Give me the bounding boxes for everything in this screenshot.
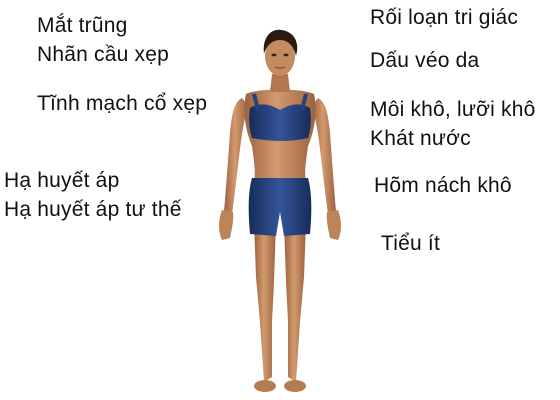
label-sunken-eyes: Mắt trũng [37, 14, 128, 37]
left-hand [219, 210, 233, 240]
label-flat-neck-veins: Tĩnh mạch cổ xẹp [37, 92, 208, 115]
label-collapsed-eyeballs: Nhãn cầu xẹp [37, 43, 169, 66]
feet [254, 380, 306, 392]
neck [270, 74, 290, 92]
label-thirst: Khát nước [370, 127, 471, 150]
body-figure [180, 22, 380, 400]
label-orthostatic-hypotension: Hạ huyết áp tư thế [4, 198, 182, 221]
head [264, 30, 297, 76]
right-hand [327, 210, 341, 240]
shorts [249, 178, 312, 236]
label-altered-consciousness: Rối loạn tri giác [370, 6, 519, 29]
label-dry-lips-tongue: Môi khô, lưỡi khô [370, 98, 536, 121]
label-oliguria: Tiểu ít [381, 232, 440, 255]
eye-icon [272, 54, 277, 57]
label-skin-turgor: Dấu véo da [370, 49, 480, 72]
legs [254, 222, 306, 382]
label-hypotension: Hạ huyết áp [4, 169, 120, 192]
label-dry-axilla: Hõm nách khô [374, 174, 512, 197]
eye-icon [284, 54, 289, 57]
